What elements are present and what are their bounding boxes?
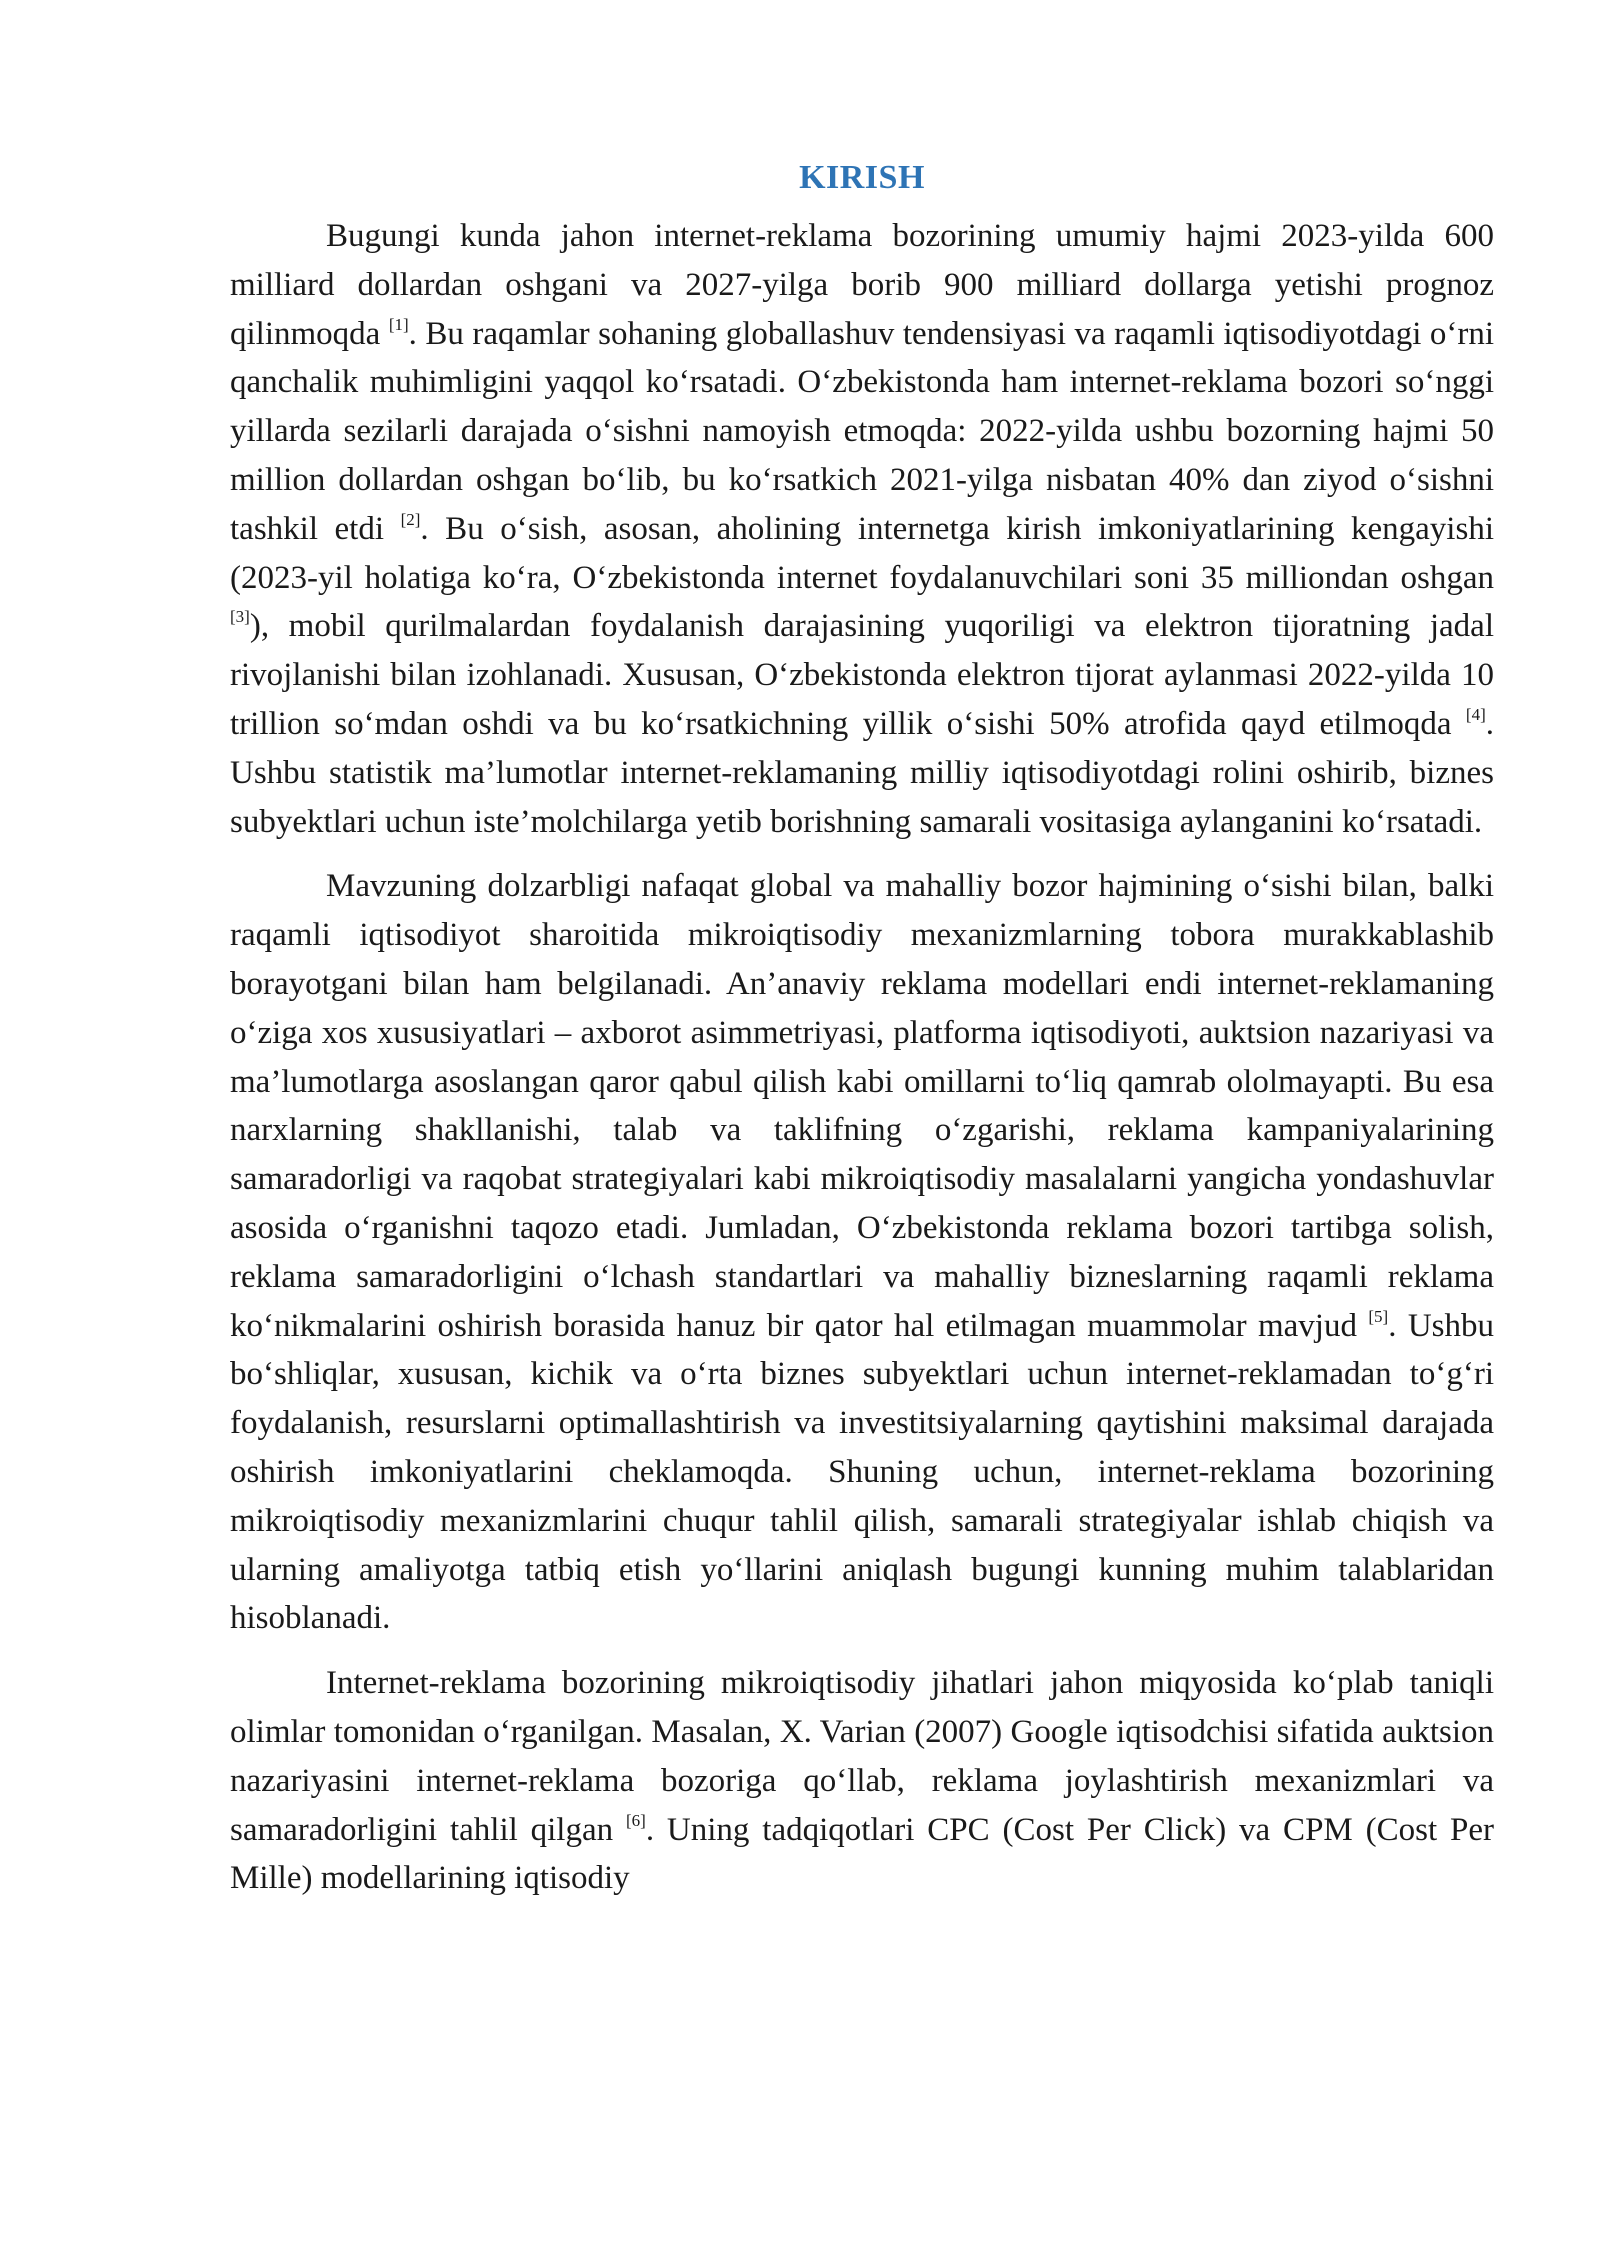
paragraph-text: ), mobil qurilmalardan foydalanish darajasining yuqoriligi va elektron tijoratning jadal rivojlanishi bilan izohlanadi. Xususan, O‘zbekistonda elektron tijorat aylanmasi 2022-yilda 10 trillion so‘mdan oshdi va bu ko‘rsatkichning yillik o‘sishi 50% atrofida qayd etilmoqda: [230, 608, 1494, 742]
citation-ref: [3]: [230, 607, 250, 627]
paragraph-text: Mavzuning dolzarbligi nafaqat global va mahalliy bozor hajmining o‘sishi bilan, balki raqamli iqtisodiyot sharoitida mikroiqtisodiy mexanizmlarning tobora murakkablashib borayotgani bilan ham belgilanadi. An’anaviy reklama modellari endi internet-reklamaning o‘ziga xos xususiyatlari – axborot asimmetriyasi, platforma iqtisodiyoti, auktsion nazariyasi va ma’lumotlarga asoslangan qaror qabul qilish kabi omillarni to‘liq qamrab ololmayapti. Bu esa narxlarning shakllanishi, talab va taklifning o‘zgarishi, reklama kampaniyalarining samaradorligi va raqobat strategiyalari kabi mikroiqtisodiy masalalarni yangicha yondashuvlar asosida o‘rganishni taqozo etadi. Jumladan, O‘zbekistonda reklama bozori tartibga solish, reklama samaradorligini o‘lchash standartlari va mahalliy bizneslarning raqamli reklama ko‘nikmalarini oshirish borasida hanuz bir qator hal etilmagan muammolar mavjud: [230, 868, 1494, 1344]
citation-ref: [2]: [400, 509, 421, 529]
citation-ref: [4]: [1465, 704, 1486, 724]
paragraph-3: [230, 1659, 1494, 1903]
paragraph-text: . Uning tadqiqotlari CPC (Cost Per Click) va CPM (Cost Per Mille) modellarining iqtisodiy: [230, 1811, 1494, 1897]
paragraph-text: Internet-reklama bozorining mikroiqtisodiy jihatlari jahon miqyosida ko‘plab taniqli olimlar tomonidan o‘rganilgan. Masalan, X. Varian (2007) Google iqtisodchisi sifatida auktsion nazariyasini internet-reklama bozoriga qo‘llab, reklama joylashtirish mexanizmlari va samaradorligini tahlil qilgan: [230, 1665, 1494, 1848]
paragraph-text: . Ushbu bo‘shliqlar, xususan, kichik va o‘rta biznes subyektlari uchun internet-reklamadan to‘g‘ri foydalanish, resurslarni optimallashtirish va investitsiyalarning qaytishini maksimal darajada oshirish imkoniyatlarini cheklamoqda. Shuning uchun, internet-reklama bozorining mikroiqtisodiy mexanizmlarini chuqur tahlil qilish, samarali strategiyalar ishlab chiqish va ularning amaliyotga tatbiq etish yo‘llarini aniqlash bugungi kunning muhim talablaridan hisoblanadi.: [230, 1307, 1494, 1637]
paragraph-text: . Bu raqamlar sohaning globallashuv tendensiyasi va raqamli iqtisodiyotdagi o‘rni qanchalik muhimligini yaqqol ko‘rsatadi. O‘zbekistonda ham internet-reklama bozori so‘nggi yillarda sezilarli darajada o‘sishni namoyish etmoqda: 2022-yilda ushbu bozorning hajmi 50 million dollardan oshgan bo‘lib, bu ko‘rsatkich 2021-yilga nisbatan 40% dan ziyod o‘sishni tashkil etdi: [230, 315, 1495, 547]
paragraph-text: . Bu o‘sish, asosan, aholining internetga kirish imkoniyatlarining kengayishi (2023-yil holatiga ko‘ra, O‘zbekistonda internet foydalanuvchilari soni 35 milliondan oshgan: [230, 510, 1494, 596]
paragraph-text: . Ushbu statistik ma’lumotlar internet-reklamaning milliy iqtisodiyotdagi rolini oshirib, biznes subyektlari uchun iste’molchilarga yetib borishning samarali vositasiga aylanganini ko‘rsatadi.: [230, 705, 1494, 840]
citation-ref: [1]: [388, 314, 409, 334]
paragraph-2: [230, 862, 1494, 1643]
citation-ref: [5]: [1368, 1306, 1389, 1326]
citation-ref: [6]: [625, 1810, 646, 1830]
paragraph-1: [230, 212, 1494, 846]
document-body: [230, 150, 1494, 1919]
section-heading: KIRISH: [799, 159, 925, 196]
paragraph-text: Bugungi kunda jahon internet-reklama bozorining umumiy hajmi 2023-yilda 600 milliard dollardan oshgani va 2027-yilga borib 900 milliard dollarga yetishi prognoz qilinmoqda: [230, 218, 1494, 352]
